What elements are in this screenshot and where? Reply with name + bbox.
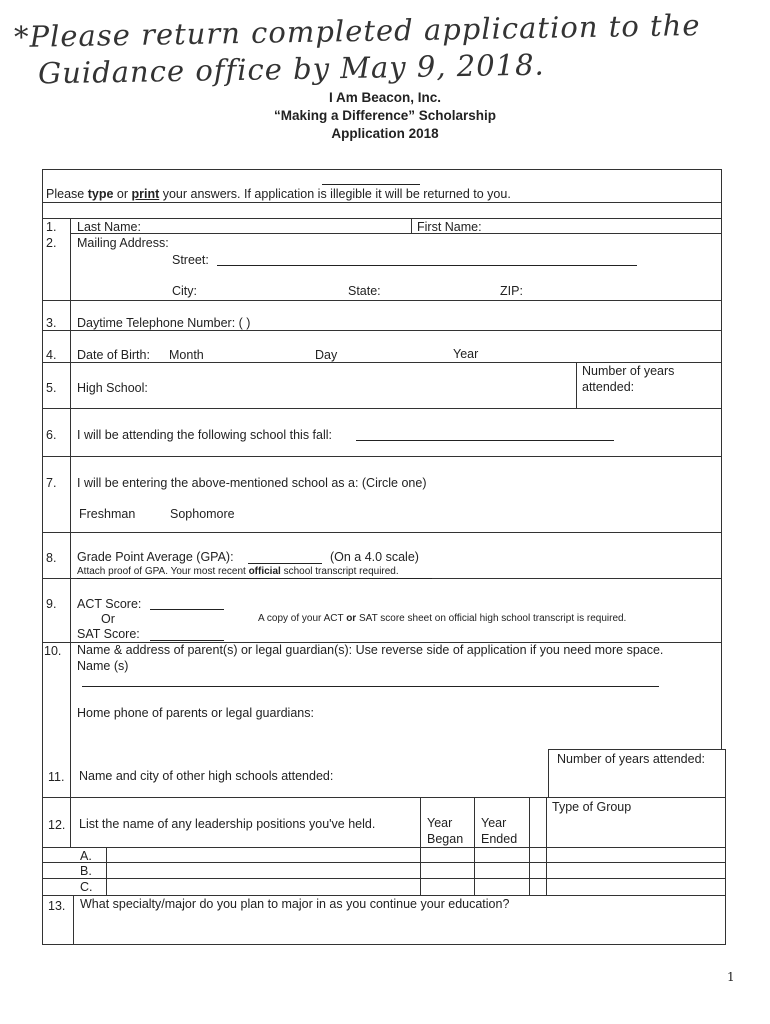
entering-as-label: I will be entering the above-mentioned school as a: (Circle one) xyxy=(77,476,427,490)
handwritten-note-line2: Guidance office by May 9, 2018. xyxy=(37,47,546,91)
row-number: 10. xyxy=(44,644,62,658)
leadership-row-a: A. xyxy=(80,849,92,863)
row-number: 7. xyxy=(46,476,57,490)
state-label: State: xyxy=(348,284,381,298)
attending-school-field[interactable] xyxy=(356,440,614,441)
sophomore-option[interactable]: Sophomore xyxy=(170,507,235,521)
year-label: Year xyxy=(453,347,479,361)
sat-score-field[interactable] xyxy=(150,640,224,641)
last-name-label: Last Name: xyxy=(77,220,141,234)
year-ended-label-2: Ended xyxy=(481,832,518,846)
blank-line xyxy=(322,184,420,185)
row-number: 8. xyxy=(46,551,57,565)
row-number: 12. xyxy=(48,818,66,832)
major-label: What specialty/major do you plan to major in as you continue your education? xyxy=(80,897,510,911)
row-number: 5. xyxy=(46,381,57,395)
row-number: 9. xyxy=(46,597,57,611)
parent-names-label: Name (s) xyxy=(77,659,129,673)
other-schools-label: Name and city of other high schools attended: xyxy=(79,769,334,783)
years-attended-label-2: attended: xyxy=(582,380,635,394)
gpa-proof-note: Attach proof of GPA. Your most recent official school transcript required. xyxy=(77,566,399,577)
row-number: 13. xyxy=(48,899,66,913)
year-began-label-2: Began xyxy=(427,832,464,846)
application-year: Application 2018 xyxy=(331,126,439,141)
row-number: 2. xyxy=(46,236,57,250)
street-label: Street: xyxy=(172,253,209,267)
row-number: 11. xyxy=(48,770,65,784)
row-number: 6. xyxy=(46,428,57,442)
scholarship-title: “Making a Difference” Scholarship xyxy=(273,108,497,123)
gpa-label: Grade Point Average (GPA): xyxy=(77,550,234,564)
year-ended-label: Year xyxy=(481,816,507,830)
page-number: 1 xyxy=(727,970,735,984)
day-label: Day xyxy=(315,348,338,362)
row-number: 1. xyxy=(46,220,57,234)
home-phone-label: Home phone of parents or legal guardians: xyxy=(77,706,314,720)
act-score-label: ACT Score: xyxy=(77,597,142,611)
parent-names-field[interactable] xyxy=(82,686,659,687)
zip-label: ZIP: xyxy=(500,284,523,298)
handwritten-note-line1: *Please return completed application to the xyxy=(13,8,701,54)
first-name-label: First Name: xyxy=(417,220,482,234)
street-field[interactable] xyxy=(217,265,637,266)
mailing-address-label: Mailing Address: xyxy=(77,236,169,250)
score-sheet-note: A copy of your ACT or SAT score sheet on official high school transcript is required. xyxy=(258,613,627,624)
sat-score-label: SAT Score: xyxy=(77,627,140,641)
leadership-row-c: C. xyxy=(80,880,93,894)
leadership-row-b: B. xyxy=(80,864,92,878)
other-years-attended-label: Number of years attended: xyxy=(557,752,705,766)
act-score-field[interactable] xyxy=(150,609,224,610)
year-began-label: Year xyxy=(427,816,453,830)
month-label: Month xyxy=(169,348,204,362)
or-label: Or xyxy=(101,612,115,626)
row-number: 4. xyxy=(46,348,57,362)
phone-label: Daytime Telephone Number: ( ) xyxy=(77,316,251,330)
gpa-field[interactable] xyxy=(248,563,322,564)
gpa-scale: (On a 4.0 scale) xyxy=(330,550,419,564)
parents-label: Name & address of parent(s) or legal guardian(s): Use reverse side of application if you need more space. xyxy=(77,643,664,657)
years-attended-label: Number of years xyxy=(582,364,675,378)
city-label: City: xyxy=(172,284,197,298)
row-number: 3. xyxy=(46,316,57,330)
high-school-label: High School: xyxy=(77,381,148,395)
instructions: Please type or print your answers. If application is illegible it will be returned to you. xyxy=(46,187,511,201)
dob-label: Date of Birth: xyxy=(77,348,150,362)
note-underline xyxy=(77,578,432,579)
org-name: I Am Beacon, Inc. xyxy=(328,90,442,105)
leadership-label: List the name of any leadership positions you've held. xyxy=(79,817,376,831)
attending-school-label: I will be attending the following school this fall: xyxy=(77,428,333,442)
freshman-option[interactable]: Freshman xyxy=(79,507,136,521)
type-of-group-label: Type of Group xyxy=(552,800,632,814)
